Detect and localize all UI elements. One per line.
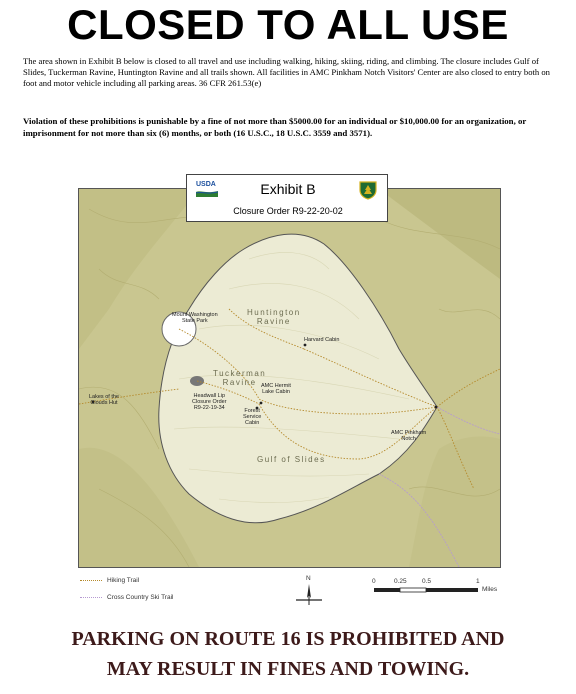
scale-bar-graphic	[374, 587, 480, 593]
penalty-warning: Violation of these prohibitions is punishable by a fine of not more than $5000.00 for an individual or $10,000.00 for an organization, or imprisonment for not more than six (6) months, or both (16 U.S.C., 18 U.S.C. 3559 and 3571).	[23, 116, 527, 138]
label-headwall-lip: Headwall Lip Closure Order R9-22-19-34	[192, 393, 227, 411]
usda-logo: USDA	[196, 181, 216, 188]
scale-tick-0: 0	[372, 578, 376, 585]
exhibit-title: Exhibit B	[260, 181, 316, 197]
legend-ski: Cross Country Ski Trail	[107, 594, 174, 601]
headline: CLOSED TO ALL USE	[67, 1, 509, 48]
label-harvard-cabin: Harvard Cabin	[304, 337, 340, 343]
label-huntington-ravine: Huntington Ravine	[247, 308, 301, 326]
map-terrain	[79, 189, 500, 567]
forest-service-shield-icon	[359, 180, 377, 200]
scale-tick-2: 0.5	[422, 578, 432, 585]
label-hermit-lake-cabin: AMC Hermit Lake Cabin	[261, 383, 291, 395]
parking-warning-line-1: PARKING ON ROUTE 16 IS PROHIBITED AND	[71, 628, 505, 650]
label-state-park: Mount Washington State Park	[172, 312, 218, 324]
north-arrow-icon	[294, 578, 324, 606]
scale-unit: Miles	[482, 586, 498, 593]
label-gulf-of-slides: Gulf of Slides	[257, 455, 326, 464]
hiking-trail-swatch	[80, 580, 102, 581]
parking-warning-line-2: MAY RESULT IN FINES AND TOWING.	[106, 658, 470, 680]
label-pinkham-notch: AMC Pinkham Notch	[391, 430, 427, 442]
scale-tick-1: 0.25	[394, 578, 407, 585]
exhibit-title-box	[186, 174, 388, 222]
closure-map	[78, 188, 501, 568]
north-label: N	[306, 575, 311, 582]
label-forest-service-cabin: Forest Service Cabin	[243, 408, 262, 426]
closure-description: The area shown in Exhibit B below is closed to all travel and use including walking, hiking, skiing, riding, and climbing. The closure includes Gulf of Slides, Tuckerman Ravine, Huntington Ravine and all trails shown. All facilities in AMC Pinkham Notch Visitors' Center are also closed to entry both on foot and motor vehicle including all parking areas. 36 CFR 261.53(e)	[23, 56, 550, 88]
scale-tick-3: 1	[476, 578, 480, 585]
label-lakes-of-the-clouds: Lakes of the Clouds Hut	[89, 394, 119, 406]
closure-order-number: Closure Order R9-22-20-02	[233, 206, 343, 216]
ski-trail-swatch	[80, 597, 102, 598]
legend-hiking: Hiking Trail	[107, 577, 140, 584]
label-tuckerman-ravine: Tuckerman Ravine	[213, 369, 267, 387]
parking-warning	[0, 624, 576, 684]
